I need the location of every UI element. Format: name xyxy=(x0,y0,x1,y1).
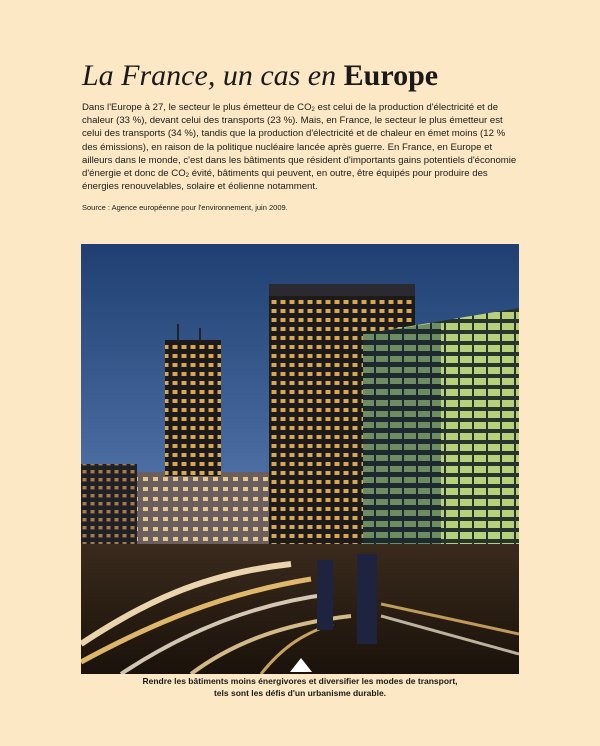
city-night-photo xyxy=(81,244,519,674)
body-segment-3: évité, bâtiments qui peuvent, en outre, être équipés pour produire des énergies renouvelables, solaire et éolienne notamment. xyxy=(82,168,488,193)
body-segment-2: est celui de la production d'électricité et de chaleur (33 %), devant celui des transports (23 %). Mais, en France, le secteur le plus émetteur est celui des transports (34 %), tandis que la production d'électricité et de chaleur en émet moins (12 % des émissions), en raison de la politique nucléaire lancée après guerre. En France, en Europe et ailleurs dans le monde, c'est dans les bâtiments que résident d'importants gains potentiels d'économie d'énergie et donc de CO xyxy=(82,102,517,180)
caption-pointer-icon xyxy=(290,658,312,672)
source-note: Source : Agence européenne pour l'environnement, juin 2009. xyxy=(82,203,288,212)
co2-subscript-2: 2 xyxy=(185,173,190,180)
page-title xyxy=(82,58,438,94)
co2-subscript-1: 2 xyxy=(311,107,315,113)
caption-line-2: tels sont les défis d'un urbanisme durable. xyxy=(213,687,387,698)
photo-caption xyxy=(100,676,500,699)
caption-line-1: Rendre les bâtiments moins énergivores et diversifier les modes de transport, xyxy=(142,676,458,686)
body-segment-1: Dans l'Europe à 27, le secteur le plus émetteur de CO xyxy=(82,102,312,113)
title-bold-part: Europe xyxy=(343,59,439,92)
article-body xyxy=(82,101,522,193)
title-italic-part: La France, un cas en xyxy=(82,59,344,92)
